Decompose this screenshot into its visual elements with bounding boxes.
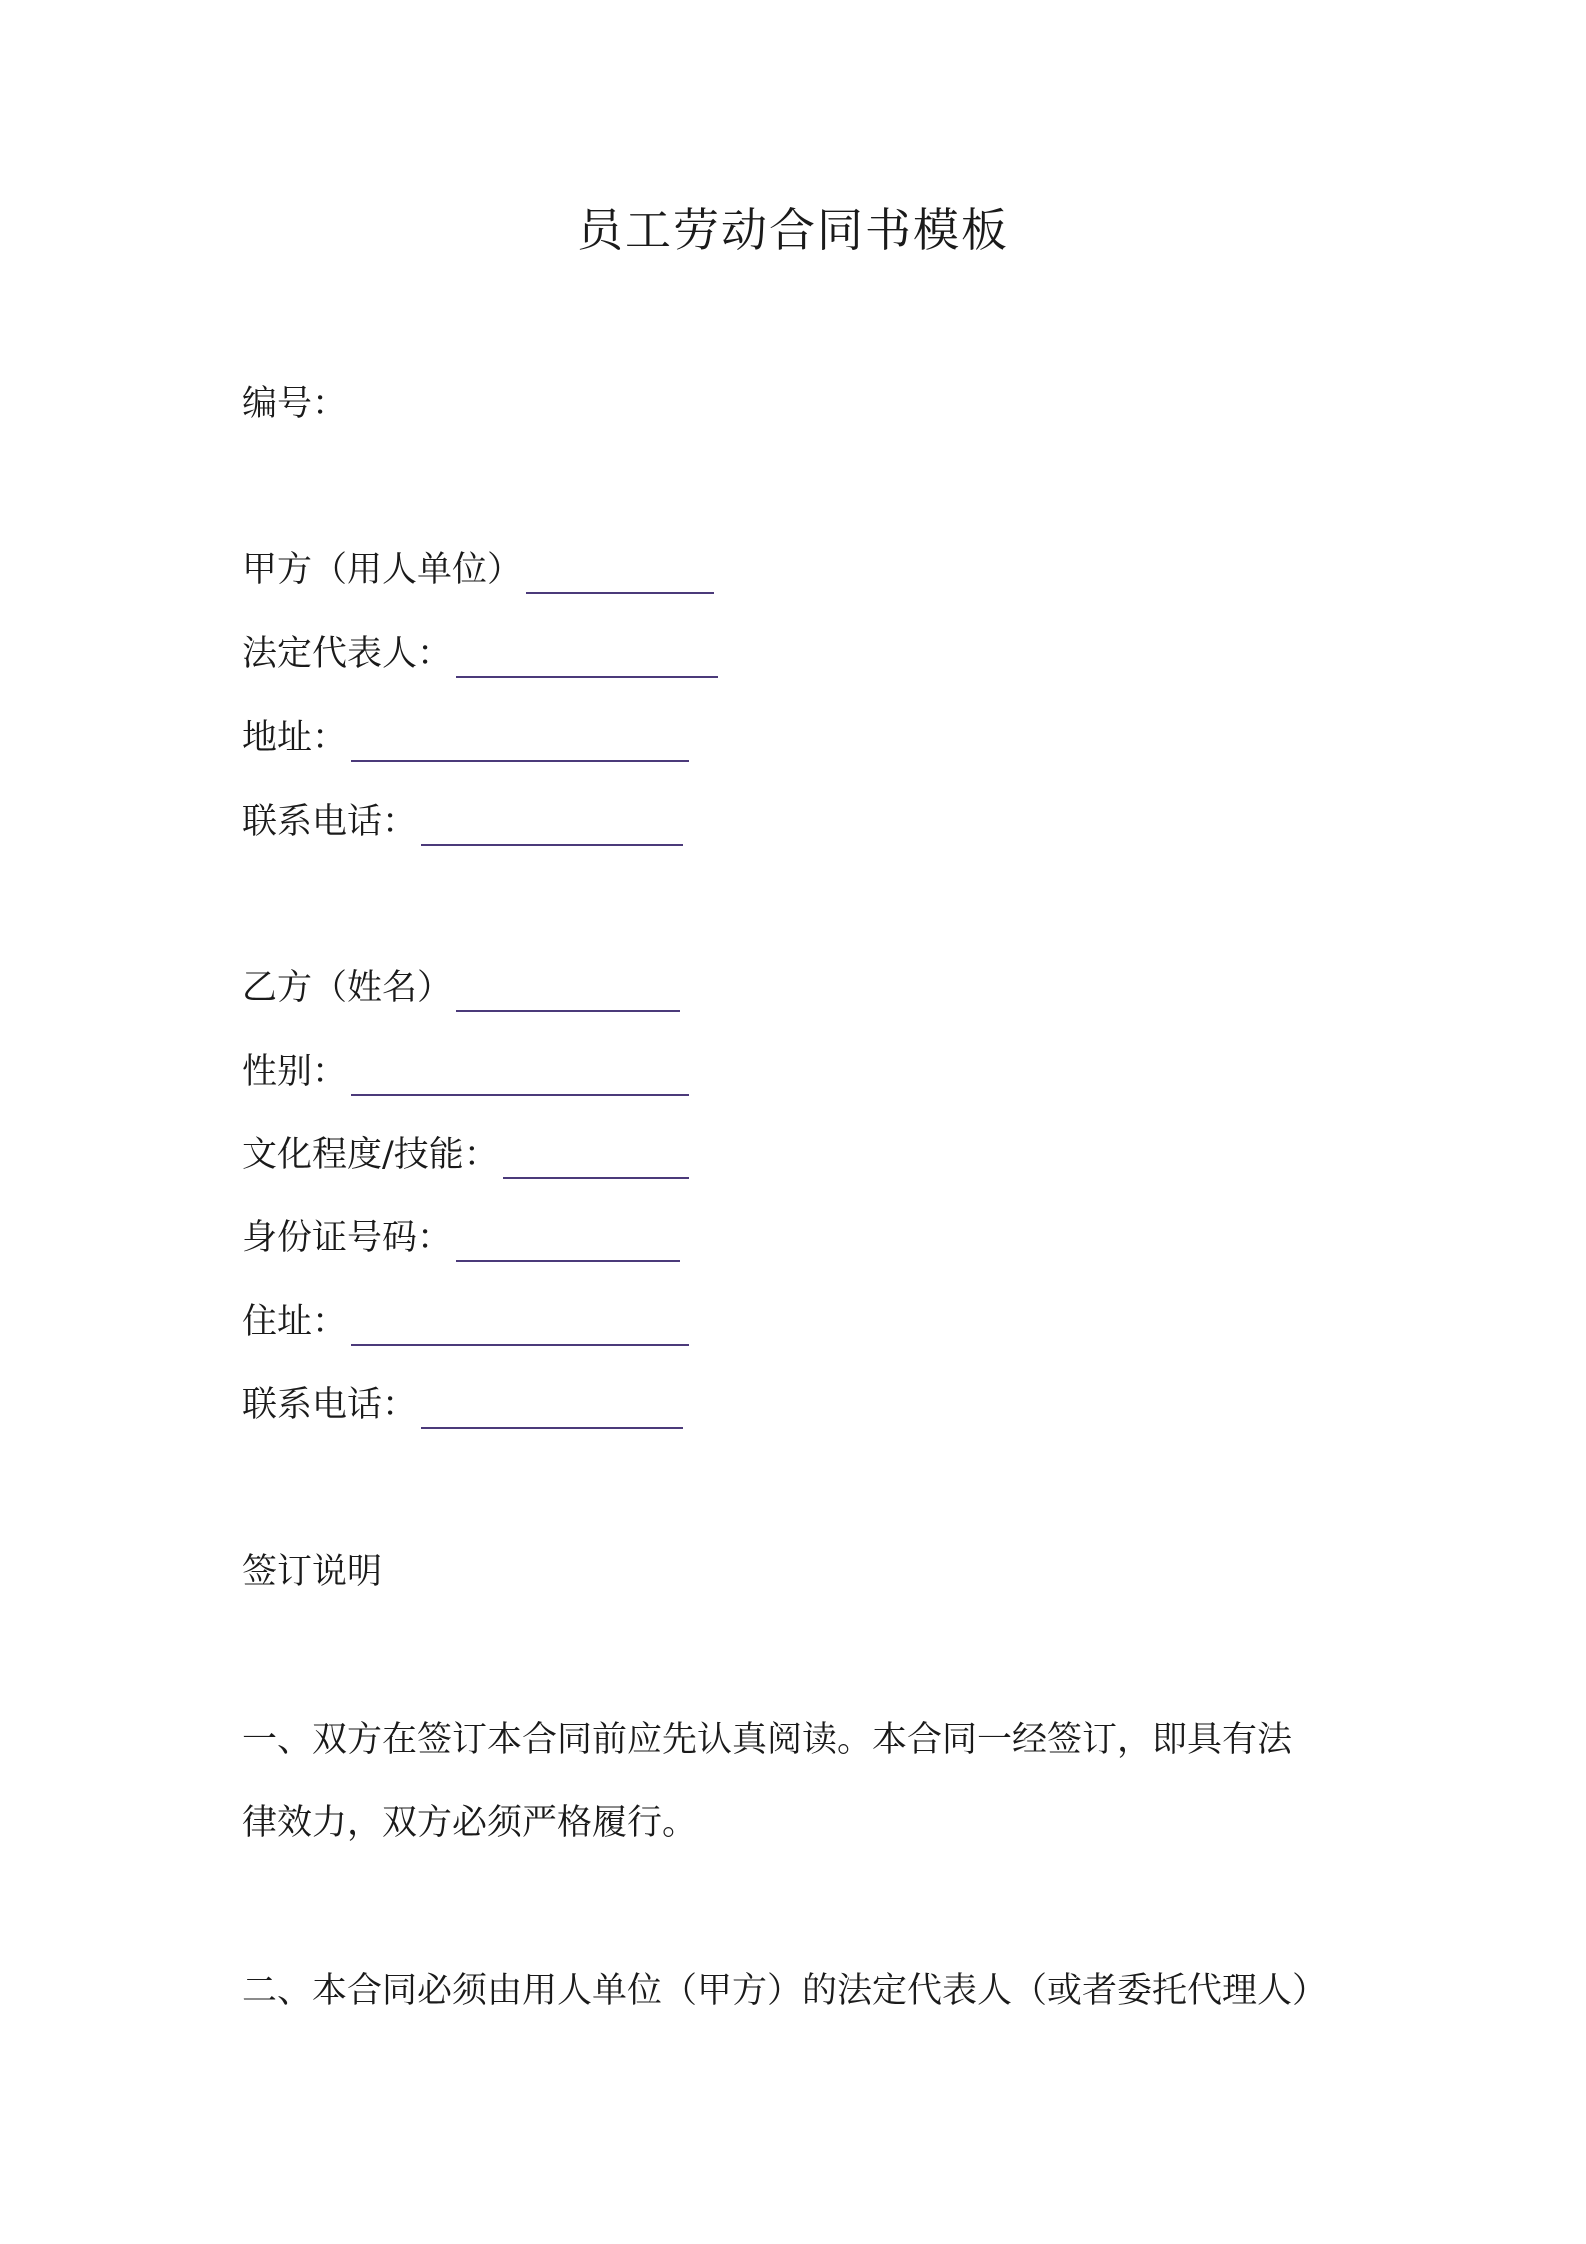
- clause-1-line-1: 一、双方在签订本合同前应先认真阅读。本合同一经签订，即具有法: [242, 1720, 1293, 1760]
- party-b-address-field[interactable]: [351, 1304, 689, 1346]
- party-b-phone-field[interactable]: [421, 1387, 683, 1429]
- party-a-phone-row: [242, 798, 683, 846]
- party-a-name-row: [242, 546, 714, 594]
- party-b-id-label: 身份证号码：: [242, 1218, 453, 1258]
- party-b-address-row: [242, 1298, 689, 1346]
- party-b-gender-row: [242, 1048, 689, 1096]
- party-b-id-field[interactable]: [456, 1220, 680, 1262]
- party-a-address-row: [242, 714, 689, 762]
- contract-number-label: 编号：: [242, 384, 348, 424]
- party-a-legal-rep-row: [242, 630, 718, 678]
- signing-heading: 签订说明: [242, 1552, 383, 1592]
- party-a-legal-rep-label: 法定代表人：: [242, 634, 453, 674]
- party-b-id-row: [242, 1214, 680, 1262]
- party-b-name-field[interactable]: [456, 970, 680, 1012]
- party-b-education-field[interactable]: [503, 1137, 689, 1179]
- party-b-gender-label: 性别：: [242, 1052, 348, 1092]
- clause-1-line-2: 律效力，双方必须严格履行。: [242, 1803, 698, 1843]
- party-b-name-row: [242, 964, 680, 1012]
- party-b-address-label: 住址：: [242, 1302, 348, 1342]
- party-b-education-label: 文化程度/技能：: [242, 1135, 499, 1175]
- clause-2-line-1: 二、本合同必须由用人单位（甲方）的法定代表人（或者委托代理人）: [242, 1971, 1328, 2011]
- party-b-gender-field[interactable]: [351, 1054, 689, 1096]
- party-a-phone-field[interactable]: [421, 804, 683, 846]
- party-b-education-row: [242, 1131, 689, 1179]
- party-a-address-label: 地址：: [242, 718, 348, 758]
- party-b-name-label: 乙方（姓名）: [242, 968, 453, 1008]
- party-a-name-field[interactable]: [526, 552, 714, 594]
- party-a-legal-rep-field[interactable]: [456, 636, 718, 678]
- party-a-address-field[interactable]: [351, 720, 689, 762]
- party-b-phone-label: 联系电话：: [242, 1385, 418, 1425]
- contract-number-row: [242, 380, 347, 428]
- party-b-phone-row: [242, 1381, 683, 1429]
- party-a-name-label: 甲方（用人单位）: [242, 550, 523, 590]
- party-a-phone-label: 联系电话：: [242, 802, 418, 842]
- document-title: 员工劳动合同书模板: [577, 203, 1009, 257]
